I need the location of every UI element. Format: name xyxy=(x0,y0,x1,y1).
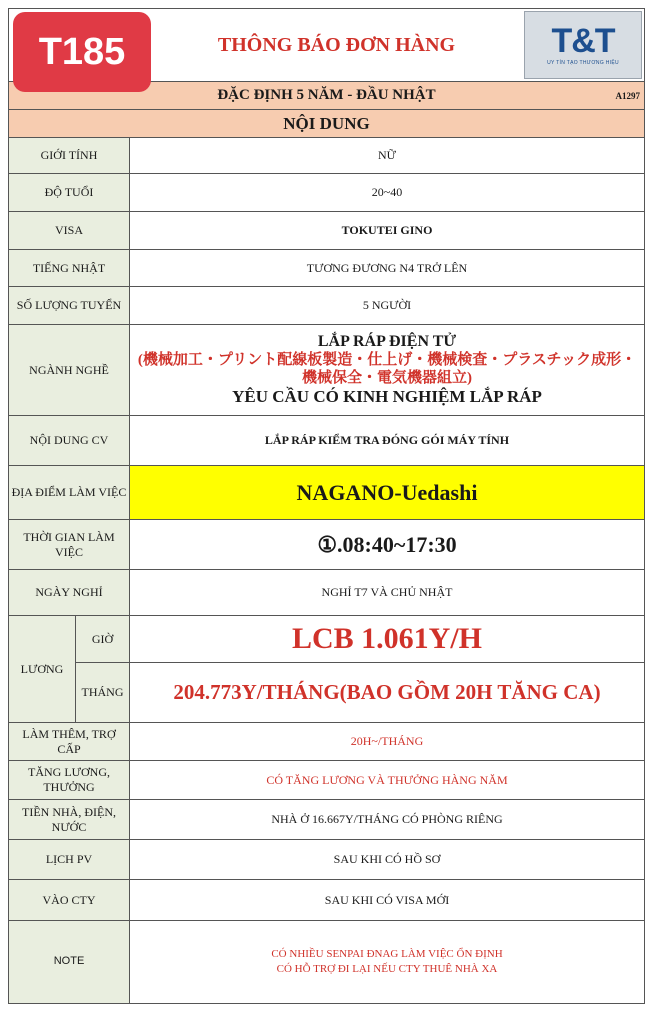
row-value: LẮP RÁP KIỂM TRA ĐÓNG GÓI MÁY TÍNH xyxy=(264,433,510,447)
row-industry xyxy=(9,325,644,416)
row-dayoff xyxy=(9,570,644,616)
row-value: ①.08:40~17:30 xyxy=(317,531,457,557)
order-code: A1297 xyxy=(615,91,640,101)
header xyxy=(9,9,644,82)
order-sheet xyxy=(8,8,645,1004)
order-badge: T185 xyxy=(13,12,151,92)
company-logo xyxy=(524,11,642,79)
row-label: NOTE xyxy=(9,921,130,1003)
row-label: TIỀN NHÀ, ĐIỆN, NƯỚC xyxy=(9,800,130,839)
row-location xyxy=(9,466,644,520)
row-value: SAU KHI CÓ HỒ SƠ xyxy=(333,852,441,866)
row-label: VÀO CTY xyxy=(9,880,130,920)
row-label: TIẾNG NHẬT xyxy=(9,250,130,286)
row-value: NHÀ Ở 16.667Y/THÁNG CÓ PHÒNG RIÊNG xyxy=(271,812,503,826)
row-housing xyxy=(9,800,644,840)
row-value xyxy=(130,921,644,1003)
row-label: LỊCH PV xyxy=(9,840,130,879)
row-label: GIỚI TÍNH xyxy=(9,138,130,173)
row-label: VISA xyxy=(9,212,130,249)
row-value: SAU KHI CÓ VISA MỚI xyxy=(324,892,450,907)
subtitle: ĐẶC ĐỊNH 5 NĂM - ĐẦU NHẬT xyxy=(217,87,436,103)
salary-hour xyxy=(76,616,644,663)
section-title: NỘI DUNG xyxy=(9,110,644,138)
row-label: NGÀNH NGHỀ xyxy=(9,325,130,415)
row-label: TĂNG LƯƠNG, THƯỞNG xyxy=(9,761,130,799)
salary-month-label: THÁNG xyxy=(76,663,130,722)
row-value: NAGANO-Uedashi xyxy=(130,466,644,519)
row-note xyxy=(9,921,644,1003)
row-label: ĐỘ TUỔI xyxy=(9,174,130,211)
row-raise xyxy=(9,761,644,800)
salary-month xyxy=(76,663,644,722)
industry-detail: (機械加工・プリント配線板製造・仕上げ・機械検査・プラスチック成形・機械保全・電気機器組立) xyxy=(137,352,637,387)
row-value: TOKUTEI GINO xyxy=(341,223,433,237)
logo-tagline: UY TÍN TẠO THƯƠNG HIỆU xyxy=(547,60,619,66)
row-label: NGÀY NGHỈ xyxy=(9,570,130,615)
row-age xyxy=(9,174,644,212)
row-japanese xyxy=(9,250,644,287)
row-job xyxy=(9,416,644,466)
row-value: 20~40 xyxy=(371,185,403,199)
salary-hour-value: LCB 1.061Y/H xyxy=(291,622,483,655)
row-label: LÀM THÊM, TRỢ CẤP xyxy=(9,723,130,760)
row-quantity xyxy=(9,287,644,325)
row-value xyxy=(130,325,644,415)
note-line: CÓ HỖ TRỢ ĐI LẠI NẾU CTY THUÊ NHÀ XA xyxy=(276,963,498,975)
row-visa xyxy=(9,212,644,250)
row-gender xyxy=(9,138,644,174)
page-title: THÔNG BÁO ĐƠN HÀNG xyxy=(217,34,456,56)
industry-title: LẮP RÁP ĐIỆN TỬ xyxy=(317,333,457,351)
row-label: ĐỊA ĐIỂM LÀM VIỆC xyxy=(9,466,130,519)
row-value: NỮ xyxy=(378,148,396,162)
row-worktime xyxy=(9,520,644,570)
row-value: TƯƠNG ĐƯƠNG N4 TRỞ LÊN xyxy=(306,260,468,275)
industry-requirement: YÊU CẦU CÓ KINH NGHIỆM LẮP RÁP xyxy=(232,387,542,407)
row-start xyxy=(9,880,644,921)
salary-month-value: 204.773Y/THÁNG(BAO GỒM 20H TĂNG CA) xyxy=(173,680,601,704)
row-value: 20H~/THÁNG xyxy=(350,734,424,748)
row-label: THỜI GIAN LÀM VIỆC xyxy=(9,520,130,569)
row-salary xyxy=(9,616,644,723)
logo-mark: T&T xyxy=(551,22,615,60)
salary-body xyxy=(76,616,644,722)
row-value: CÓ TĂNG LƯƠNG VÀ THƯỞNG HÀNG NĂM xyxy=(266,772,508,787)
note-line: CÓ NHIỀU SENPAI ĐNAG LÀM VIỆC ỔN ĐỊNH xyxy=(271,948,503,961)
salary-hour-label: GIỜ xyxy=(76,616,130,662)
row-label: NỘI DUNG CV xyxy=(9,416,130,465)
row-label: LƯƠNG xyxy=(9,616,76,722)
row-overtime xyxy=(9,723,644,761)
row-value: 5 NGƯỜI xyxy=(362,298,412,312)
row-interview xyxy=(9,840,644,880)
row-value: NGHỈ T7 VÀ CHỦ NHẬT xyxy=(321,585,453,599)
row-label: SỐ LƯỢNG TUYỂN xyxy=(9,287,130,324)
